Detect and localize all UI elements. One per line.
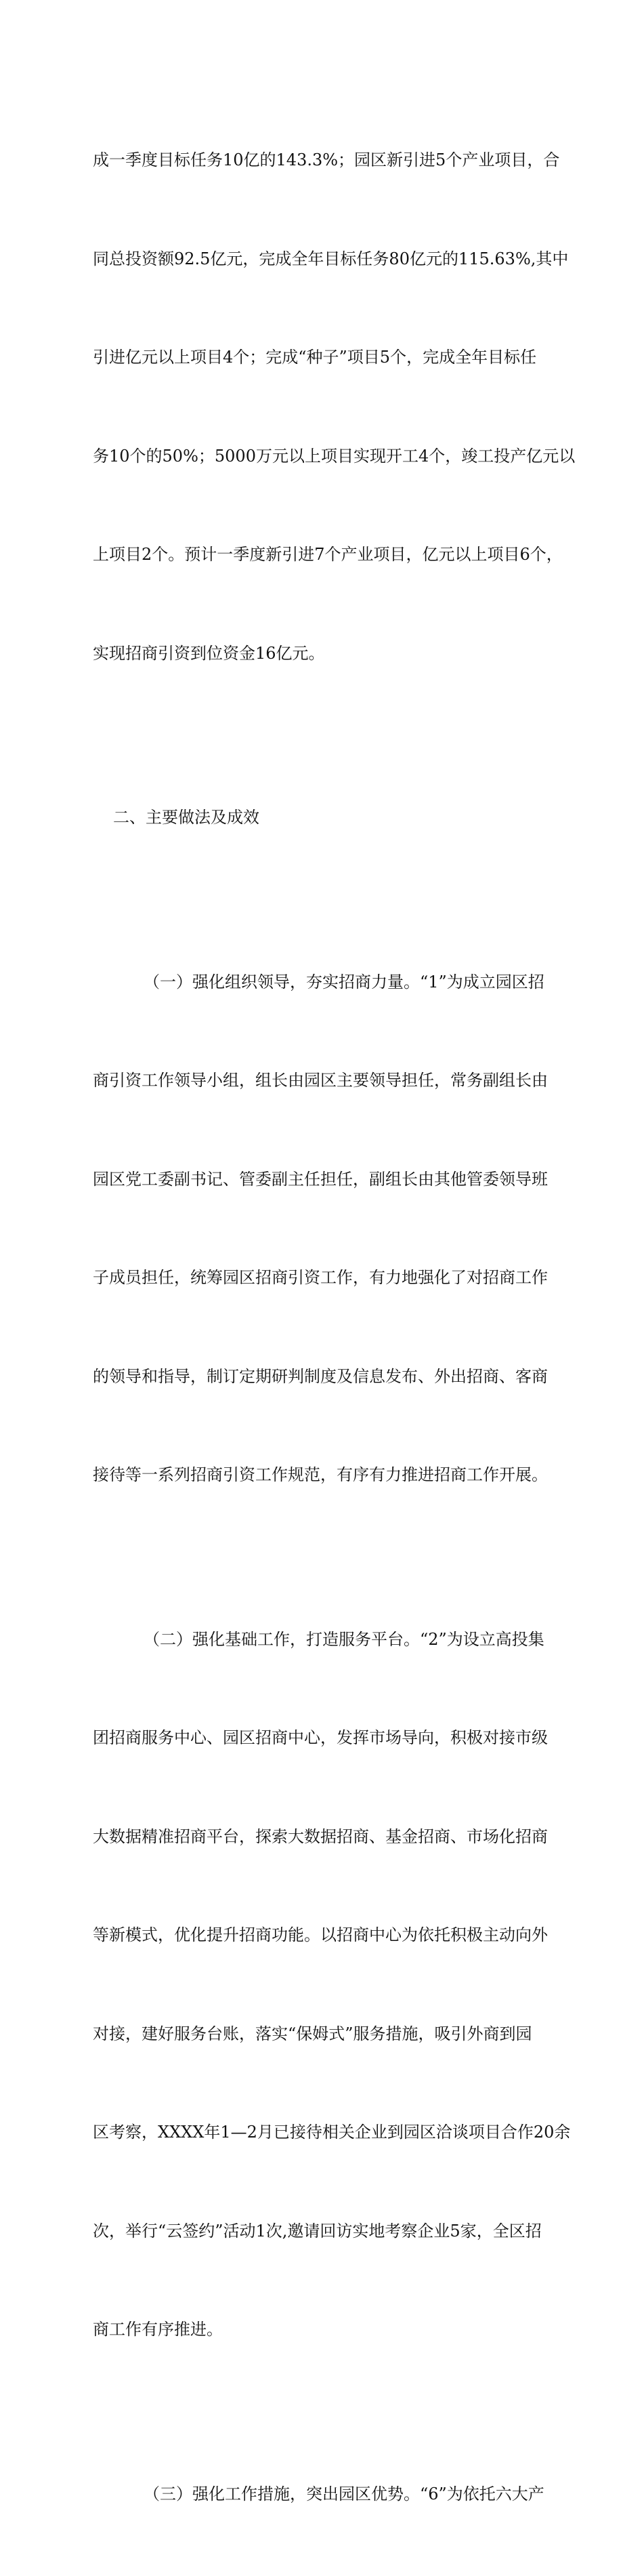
text-line: 大数据精准招商平台，探索大数据招商、基金招商、市场化招商 <box>93 1820 540 1854</box>
text-line: 的领导和指导，制订定期研判制度及信息发布、外出招商、客商 <box>93 1360 540 1393</box>
text-line: 接待等一系列招商引资工作规范，有序有力推进招商工作开展。 <box>93 1458 540 1492</box>
text-line: 实现招商引资到位资金16亿元。 <box>93 637 540 670</box>
text-line: 务10个的50%；5000万元以上项目实现开工4个，竣工投产亿元以 <box>93 440 540 473</box>
text-line: 引进亿元以上项目4个；完成“种子”项目5个，完成全年目标任 <box>93 341 540 374</box>
section-title: 二、主要做法及成效 <box>93 801 540 834</box>
document-page <box>0 0 623 882</box>
text-line: 区考察，XXXX年1—2月已接待相关企业到园区洽谈项目合作20余 <box>93 2116 540 2149</box>
text-line: （三）强化工作措施，突出园区优势。“6”为依托六大产 <box>93 2478 540 2511</box>
text-line: 对接，建好服务台账，落实“保姆式”服务措施，吸引外商到园 <box>93 2018 540 2051</box>
text-line: 团招商服务中心、园区招商中心，发挥市场导向，积极对接市级 <box>93 1721 540 1755</box>
text-line: 同总投资额92.5亿元，完成全年目标任务80亿元的115.63%,其中 <box>93 243 540 276</box>
paragraph-platform <box>93 1557 540 2412</box>
text-line: 上项目2个。预计一季度新引进7个产业项目，亿元以上项目6个， <box>93 538 540 571</box>
text-line: 商引资工作领导小组，组长由园区主要领导担任，常务副组长由 <box>93 1064 540 1097</box>
text-line: 园区党工委副书记、管委副主任担任，副组长由其他管委领导班 <box>93 1163 540 1196</box>
text-line: 成一季度目标任务10亿的143.3%；园区新引进5个产业项目，合 <box>93 144 540 177</box>
text-line: 等新模式，优化提升招商功能。以招商中心为依托积极主动向外 <box>93 1919 540 1952</box>
text-line: 商工作有序推进。 <box>93 2313 540 2346</box>
text-line: 次，举行“云签约”活动1次,邀请回访实地考察企业5家，全区招 <box>93 2215 540 2248</box>
paragraph-summary <box>93 78 540 735</box>
text-line: （二）强化基础工作，打造服务平台。“2”为设立高投集 <box>93 1623 540 1656</box>
text-line: 子成员担任，统筹园区招商引资工作，有力地强化了对招商工作 <box>93 1261 540 1294</box>
section-heading <box>93 735 540 900</box>
text-line: （一）强化组织领导，夯实招商力量。“1”为成立园区招 <box>93 966 540 999</box>
document-body <box>93 78 540 2576</box>
paragraph-organization <box>93 900 540 1557</box>
paragraph-measures <box>93 2412 540 2576</box>
